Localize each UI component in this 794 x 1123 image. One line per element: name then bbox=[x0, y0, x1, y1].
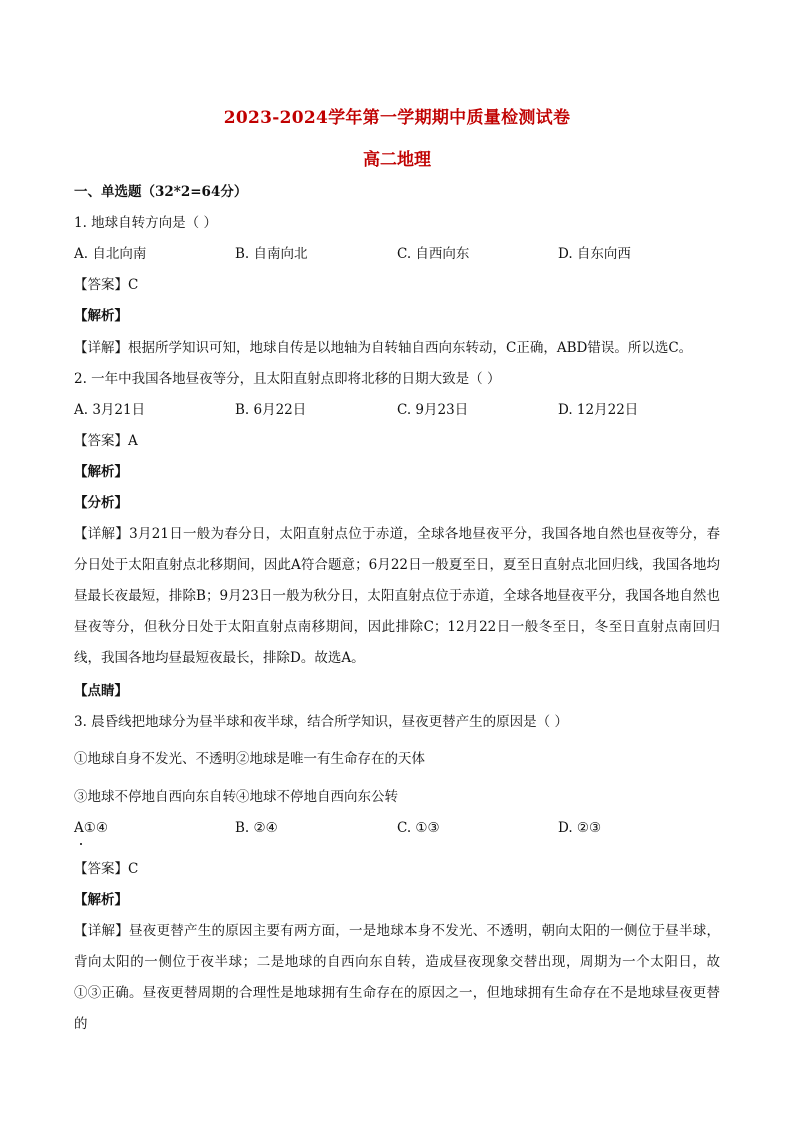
document-subtitle: 高二地理 bbox=[363, 150, 431, 170]
q2-fenxi-label: 【分析】 bbox=[74, 495, 128, 511]
q3-option-c: C. ①③ bbox=[397, 820, 440, 836]
q3-option-d: D. ②③ bbox=[558, 820, 602, 836]
q1-option-d: D. 自东向西 bbox=[558, 246, 631, 262]
q3-analysis-label: 【解析】 bbox=[74, 892, 128, 908]
stray-mark bbox=[80, 843, 82, 845]
q1-answer: 【答案】C bbox=[74, 277, 139, 293]
q2-detail: 【详解】3月21日一般为春分日，太阳直射点位于赤道，全球各地昼夜平分，我国各地自然也昼夜等分，春分日处于太阳直射点北移期间，因此A符合题意；6月22日一般夏至日，夏至日直射点北回归线，我国各地均昼最长夜最短，排除B；9月23日一般为秋分日，太阳直射点位于赤道，全球各地昼夜平分，我国各地自然也昼夜等分，但秋分日处于太阳直射点南移期间，因此排除C；12月22日一般冬至日，冬至日直射点南回归线，我国各地均昼最短夜最长，排除D。故选A。 bbox=[74, 526, 720, 666]
document-title: 2023-2024学年第一学期期中质量检测试卷 bbox=[223, 108, 571, 128]
q3-detail: 【详解】昼夜更替产生的原因主要有两方面，一是地球本身不发光、不透明，朝向太阳的一侧位于昼半球，背向太阳的一侧位于夜半球；二是地球的自西向东自转，造成昼夜现象交替出现，周期为一个太阳日，故①③正确。昼夜更替周期的合理性是地球拥有生命存在的原因之一，但地球拥有生命存在不是地球昼夜更替的 bbox=[74, 923, 720, 1032]
q1-analysis-label: 【解析】 bbox=[74, 308, 128, 324]
q3-statement-1: ①地球自身不发光、不透明②地球是唯一有生命存在的天体 bbox=[74, 751, 425, 767]
question-1-stem: 1. 地球自转方向是（ ） bbox=[74, 215, 217, 231]
q3-answer: 【答案】C bbox=[74, 861, 139, 877]
q2-option-b: B. 6月22日 bbox=[235, 402, 307, 418]
q2-option-d: D. 12月22日 bbox=[558, 402, 639, 418]
q3-option-a: A①④ bbox=[74, 820, 108, 836]
q1-detail: 【详解】根据所学知识可知，地球自传是以地轴为自转轴自西向东转动，C正确，ABD错误。所以选C。 bbox=[74, 340, 693, 356]
q1-option-a: A. 自北向南 bbox=[74, 246, 147, 262]
section-heading: 一、单选题（32*2=64分） bbox=[74, 184, 248, 200]
q2-analysis-label: 【解析】 bbox=[74, 464, 128, 480]
question-2-stem: 2. 一年中我国各地昼夜等分，且太阳直射点即将北移的日期大致是（ ） bbox=[74, 371, 501, 387]
q3-option-b: B. ②④ bbox=[235, 820, 278, 836]
q2-option-c: C. 9月23日 bbox=[397, 402, 469, 418]
q2-answer: 【答案】A bbox=[74, 433, 138, 449]
q1-option-c: C. 自西向东 bbox=[397, 246, 470, 262]
q1-option-b: B. 自南向北 bbox=[235, 246, 308, 262]
q3-statement-2: ③地球不停地自西向东自转④地球不停地自西向东公转 bbox=[74, 789, 398, 805]
question-3-stem: 3. 晨昏线把地球分为昼半球和夜半球，结合所学知识，昼夜更替产生的原因是（ ） bbox=[74, 714, 568, 730]
q2-option-a: A. 3月21日 bbox=[74, 402, 146, 418]
q2-dianjing-label: 【点睛】 bbox=[74, 683, 128, 699]
